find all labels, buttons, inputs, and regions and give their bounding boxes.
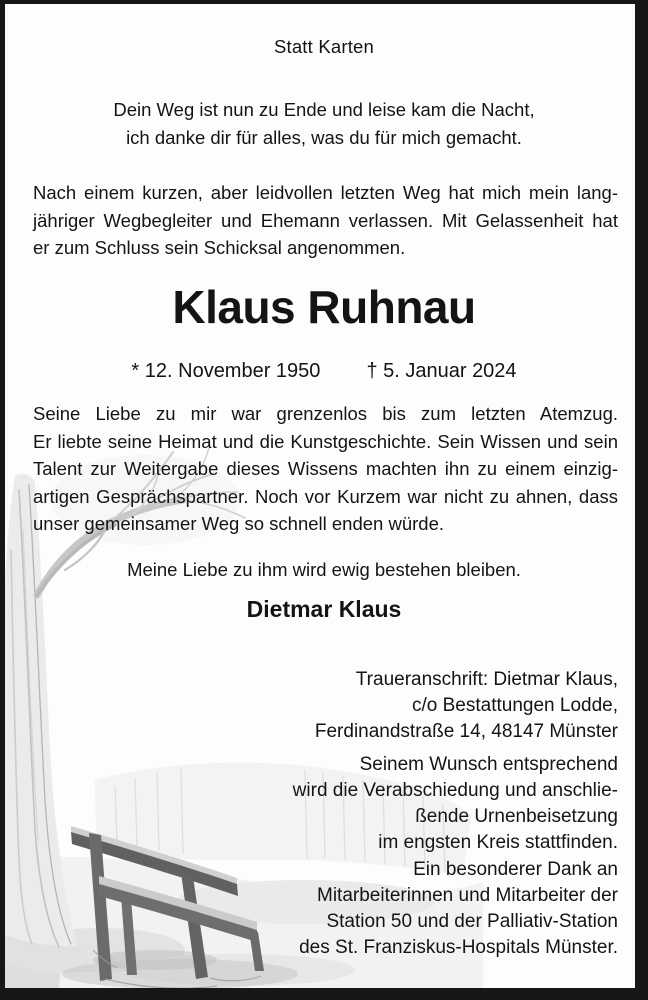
mourner-name: Dietmar Klaus [246,596,402,622]
tribute-line: Talent zur Weitergabe dieses Wissens machten ihn zu einem einzig- [33,458,618,479]
deceased-name: Klaus Ruhnau [172,281,476,333]
ceremony-line: Seinem Wunsch entsprechend [359,754,618,775]
thanks-line: Mitarbeiterinnen und Mitarbeiter der [317,885,618,906]
life-dates [13,357,635,385]
tribute-line: Er liebte seine Heimat und die Kunstgeschichte. Sein Wissen und sein [33,430,618,452]
address-line: Traueranschrift: Dietmar Klaus, [355,669,618,690]
address-line: c/o Bestattungen Lodde, [412,695,618,716]
ceremony-line: wird die Verabschiedung und anschlie- [292,780,618,801]
thanks-line: des St. Franziskus-Hospitals Münster. [299,937,618,958]
farewell-line: Meine Liebe zu ihm wird ewig bestehen bleiben. [127,559,521,580]
tribute-line: artigen Gesprächspartner. Noch vor Kurzem war nicht zu ahnen, dass [33,485,618,507]
intro-line: Nach einem kurzen, aber leidvollen letzten Weg hat mich mein lang- [33,182,618,203]
birth-date: * 12. November 1950 [131,360,321,382]
condolence-address [125,667,618,745]
intro-line: er zum Schluss sein Schicksal angenommen. [33,237,406,258]
ceremony-line: ßende Urnenbeisetzung [415,806,618,827]
ceremony-info [125,752,618,856]
address-line: Ferdinandstraße 14, 48147 Münster [314,721,618,742]
tribute-line: Seine Liebe zu mir war grenzenlos bis zum letzten Atemzug. [33,403,618,424]
tribute-line: unser gemeinsamer Weg so schnell enden würde. [33,513,444,534]
poem-line: ich danke dir für alles, was du für mich gemacht. [126,127,522,148]
intro-line: jähriger Wegbegleiter und Ehemann verlassen. Mit Gelassenheit hat [33,209,618,231]
thanks-line: Ein besonderer Dank an [413,859,618,880]
poem [13,96,635,152]
death-date: † 5. Januar 2024 [366,360,517,382]
intro-paragraph [33,179,618,262]
thanks-line: Station 50 und der Palliativ-Station [326,911,618,932]
tribute-paragraph [33,400,618,538]
poem-line: Dein Weg ist nun zu Ende und leise kam die Nacht, [113,99,535,120]
thanks-note [125,857,618,961]
ceremony-line: im engsten Kreis stattfinden. [378,832,618,853]
notice-header: Statt Karten [273,36,375,57]
